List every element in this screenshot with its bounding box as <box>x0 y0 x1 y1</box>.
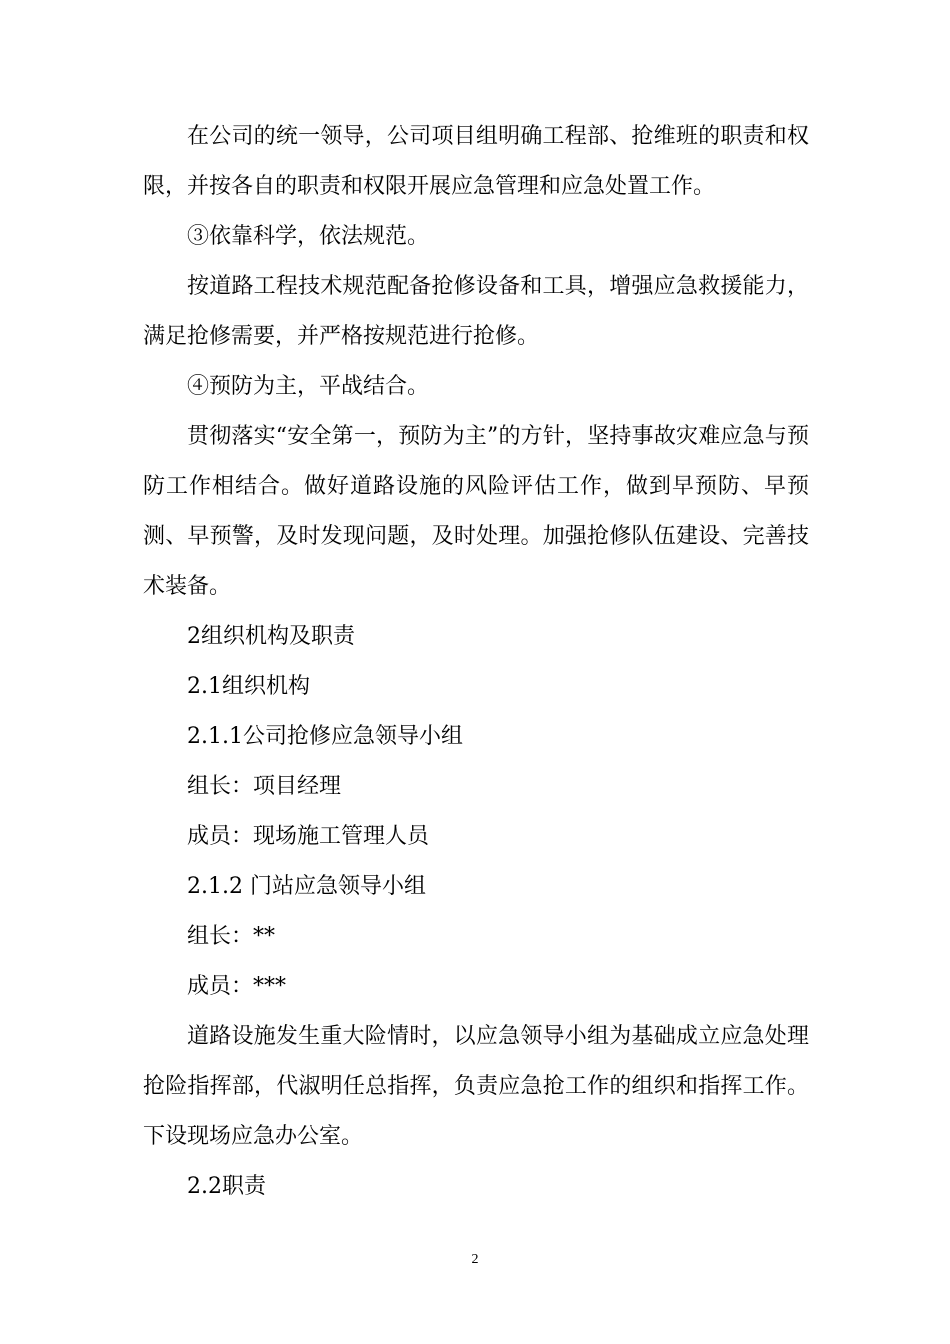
paragraph-principle-4: ④预防为主，平战结合。 <box>187 374 430 399</box>
leader-line-company: 组长：项目经理 <box>187 774 342 799</box>
leader-line-station: 组长：** <box>187 924 276 949</box>
document-body <box>143 112 809 1212</box>
page-number: 2 <box>471 1252 479 1267</box>
paragraph-principle-3: ③依靠科学，依法规范。 <box>187 224 430 249</box>
members-line-company: 成员：现场施工管理人员 <box>187 824 430 849</box>
paragraph-safety-policy: 贯彻落实“安全第一，预防为主”的方针，坚持事故灾难应急与预防工作相结合。做好道路设施的风险评估工作，做到早预防、早预测、早预警，及时发现问题，及时处理。加强抢修队伍建设、完善技术装备。 <box>143 424 809 599</box>
heading-section-2-2: 2.2职责 <box>187 1174 266 1199</box>
paragraph-equipment: 按道路工程技术规范配备抢修设备和工具，增强应急救援能力，满足抢修需要，并严格按规范进行抢修。 <box>143 274 809 349</box>
members-line-station: 成员：*** <box>187 974 287 999</box>
paragraph-command: 道路设施发生重大险情时，以应急领导小组为基础成立应急处理抢险指挥部，代淑明任总指挥，负责应急抢工作的组织和指挥工作。下设现场应急办公室。 <box>143 1024 809 1149</box>
heading-section-2: 2组织机构及职责 <box>187 624 355 649</box>
heading-section-2-1-1: 2.1.1公司抢修应急领导小组 <box>187 724 463 749</box>
heading-section-2-1-2: 2.1.2 门站应急领导小组 <box>187 874 426 899</box>
heading-section-2-1: 2.1组织机构 <box>187 674 310 699</box>
paragraph-responsibility: 在公司的统一领导，公司项目组明确工程部、抢维班的职责和权限，并按各自的职责和权限开展应急管理和应急处置工作。 <box>143 124 809 199</box>
